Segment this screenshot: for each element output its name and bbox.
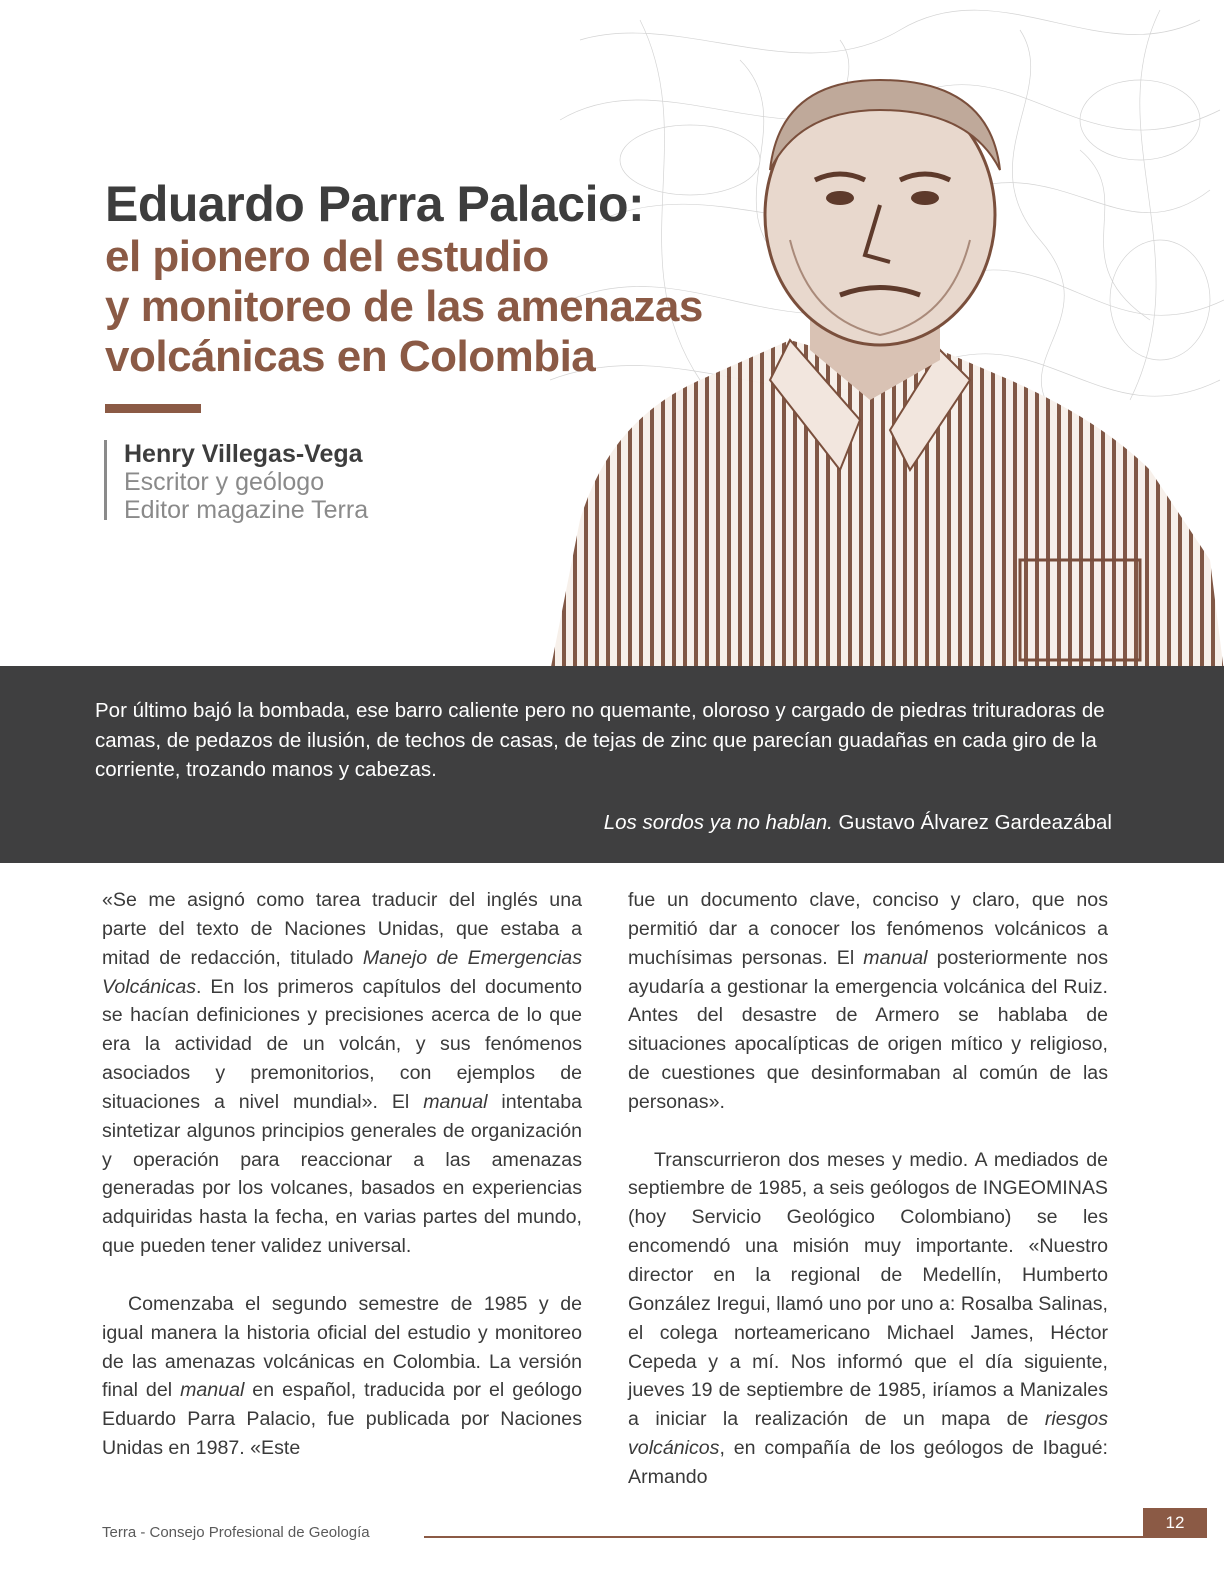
subtitle-line: volcánicas en Colombia (105, 332, 596, 381)
body-text: , en compañía de los geólogos de Ibagué: Armando (628, 1437, 1108, 1488)
body-paragraph (628, 886, 1108, 1117)
title-accent-bar (105, 404, 201, 413)
epigraph-source (604, 809, 1112, 837)
author-name: Henry Villegas-Vega (124, 440, 363, 468)
body-column-left (102, 886, 582, 1463)
footer-rule (424, 1536, 1144, 1538)
footer-publication: Terra - Consejo Profesional de Geología (102, 1524, 370, 1541)
subtitle-line: el pionero del estudio (105, 232, 549, 281)
page-number: 12 (1143, 1508, 1207, 1538)
body-column-right (628, 886, 1108, 1492)
body-text: Comenzaba el segundo semestre de 1985 y de igual manera la historia oficial del estudio y monitoreo de las amenazas volcánicas en Colombia. La versión final del (102, 1292, 582, 1402)
body-italic-text: manual (423, 1090, 488, 1113)
body-text: . En los primeros capítulos del documento se hacían definiciones y precisiones acerca de lo que era la actividad de un volcán, y sus fenómenos asociados y premonitorios, con ejemplos de situaciones a nivel mundial». El (102, 975, 582, 1113)
body-paragraph (102, 886, 582, 1261)
epigraph-book-title: Los sordos ya no hablan. (603, 811, 833, 834)
body-text: en español, traducida por el geólogo Eduardo Parra Palacio, fue publicada por Naciones Unidas en 1987. «Este (102, 1379, 582, 1460)
epigraph-author: Gustavo Álvarez Gardeazábal (832, 811, 1112, 834)
body-italic-text: manual (863, 946, 928, 969)
body-paragraph (102, 1290, 582, 1463)
author-role: Escritor y geólogo (124, 468, 325, 496)
body-italic-text: Manejo de Emergencias Volcánicas (102, 946, 582, 998)
body-text: fue un documento clave, conciso y claro, que nos permitió dar a conocer los fenómenos volcánicos a muchísimas personas. El (628, 889, 1108, 969)
body-italic-text: manual (180, 1379, 245, 1402)
body-italic-text: riesgos volcánicos (628, 1408, 1108, 1460)
body-text: Transcurrieron dos meses y medio. A mediados de septiembre de 1985, a seis geólogos de INGEOMINAS (hoy Servicio Geológico Colombiano) se les encomendó una misión muy importante. «Nuestro director en la regional de Medellín, Humberto González Iregui, llamó uno por uno a: Rosalba Salinas, el colega norteamericano Michael James, Héctor Cepeda y a mí. Nos informó que el día siguiente, jueves 19 de septiembre de 1985, iríamos a Manizales a iniciar la realización de un mapa de (628, 1148, 1108, 1431)
body-text: intentaba sintetizar algunos principios generales de organización y operación para reaccionar a las amenazas generadas por los volcanes, basados en experiencias adquiridas hasta la fecha, en varias partes del mundo, que pueden tener validez universal. (102, 1090, 582, 1258)
author-byline (104, 440, 369, 524)
epigraph-text: Por último bajó la bombada, ese barro caliente pero no quemante, oloroso y cargado de piedras trituradoras de camas, de pedazos de ilusión, de techos de casas, de tejas de zinc que parecían guadañas en cada giro de la corriente, trozando manos y cabezas. (95, 699, 1105, 781)
article-subtitle (105, 232, 825, 382)
body-paragraph (628, 1146, 1108, 1492)
article-title: Eduardo Parra Palacio: (105, 176, 645, 232)
article-title-block (105, 176, 825, 382)
body-text: posteriormente nos ayudaría a gestionar la emergencia volcánica del Ruiz. Antes del desastre de Armero se hablaba de situaciones apocalípticas de origen mítico y religioso, de cuestiones que desinformaban al común de las personas». (628, 946, 1108, 1113)
body-text: «Se me asignó como tarea traducir del inglés una parte del texto de Naciones Unidas, que estaba a mitad de redacción, titulado (102, 889, 582, 969)
author-role: Editor magazine Terra (124, 496, 369, 524)
subtitle-line: y monitoreo de las amenazas (105, 282, 703, 331)
